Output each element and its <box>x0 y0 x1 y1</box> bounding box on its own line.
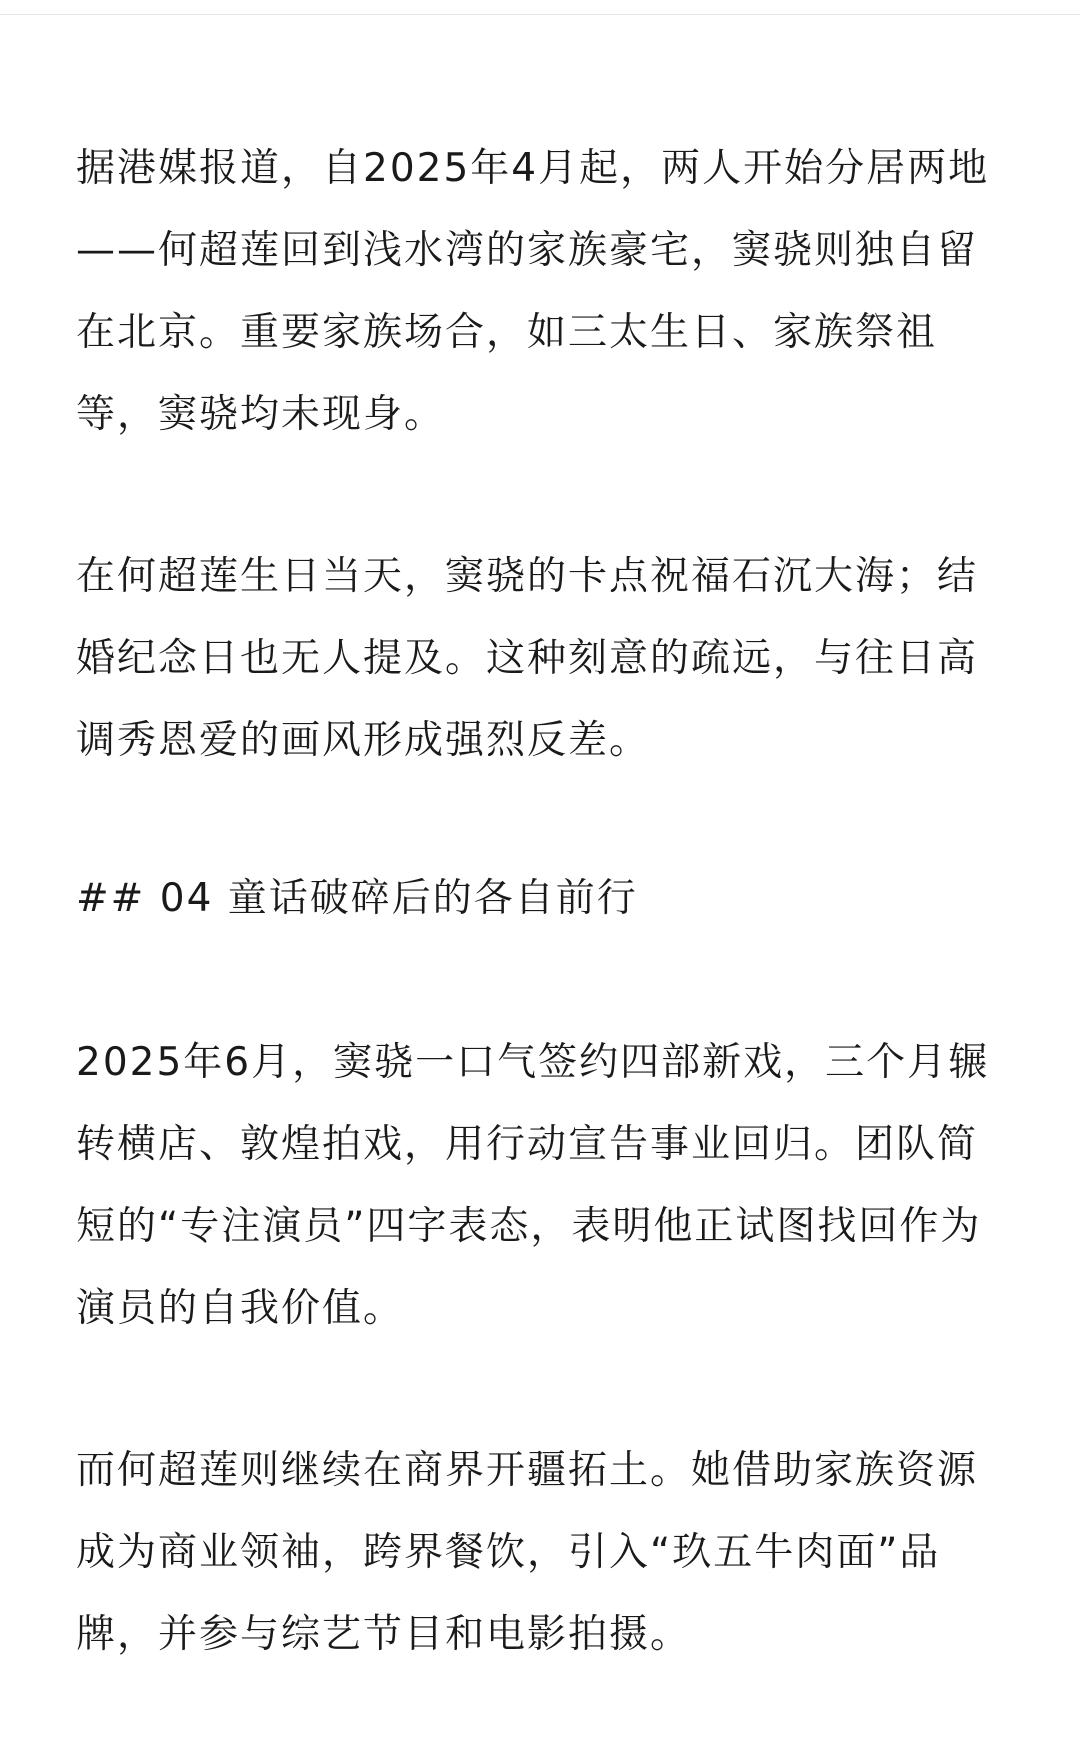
article-body <box>76 128 1006 1676</box>
paragraph-separation: 据港媒报道，自2025年4月起，两人开始分居两地——何超莲回到浅水湾的家族豪宅，窦骁则独自留在北京。重要家族场合，如三太生日、家族祭祖等，窦骁均未现身。 <box>76 146 990 437</box>
paragraph-birthday: 在何超莲生日当天，窦骁的卡点祝福石沉大海；结婚纪念日也无人提及。这种刻意的疏远，与往日高调秀恩爱的画风形成强烈反差。 <box>76 554 979 763</box>
top-divider <box>0 14 1080 15</box>
section-heading: ## 04 童话破碎后的各自前行 <box>76 876 638 921</box>
paragraph-career: 2025年6月，窦骁一口气签约四部新戏，三个月辗转横店、敦煌拍戏，用行动宣告事业回归。团队简短的“专注演员”四字表态，表明他正试图找回作为演员的自我价值。 <box>76 1040 990 1331</box>
paragraph-business: 而何超莲则继续在商界开疆拓土。她借助家族资源成为商业领袖，跨界餐饮，引入“玖五牛肉面”品牌，并参与综艺节目和电影拍摄。 <box>76 1448 979 1657</box>
